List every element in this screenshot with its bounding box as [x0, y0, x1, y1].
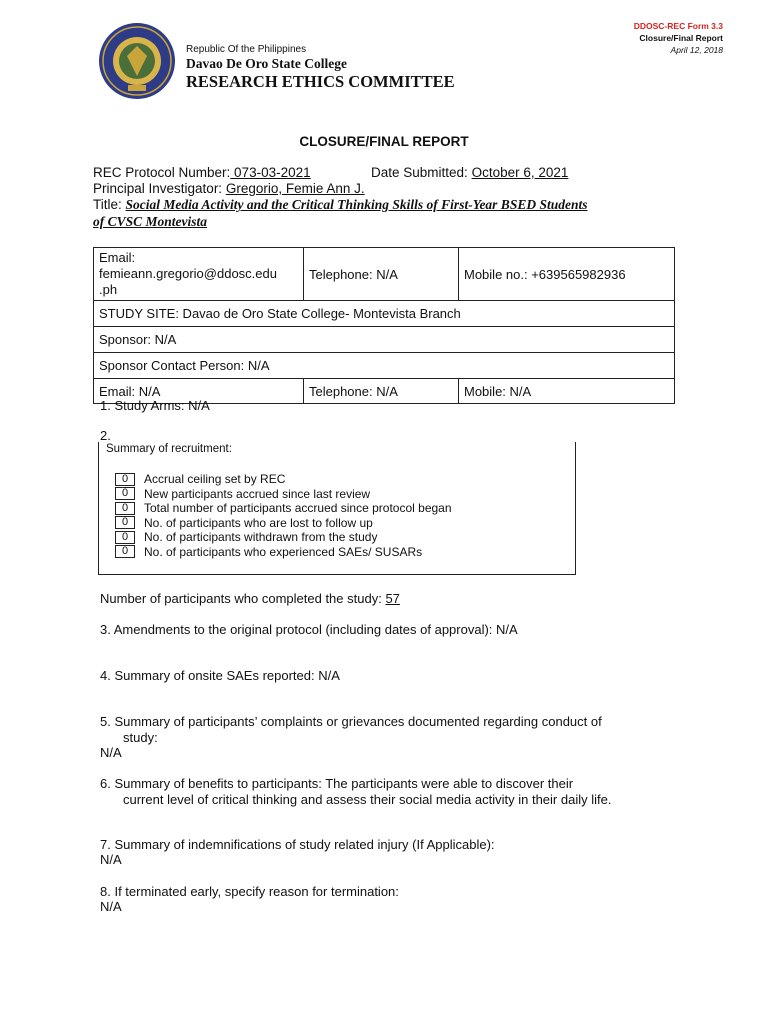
sponsor-contact-cell: Sponsor Contact Person: N/A: [94, 353, 675, 379]
date-submitted-label: Date Submitted:: [371, 165, 468, 180]
recruitment-label: No. of participants who experienced SAEs/ SUSARs: [144, 544, 423, 559]
document-title: CLOSURE/FINAL REPORT: [299, 134, 469, 149]
date-submitted-line: [371, 165, 568, 180]
mobile-cell: Mobile no.: +639565982936: [459, 248, 675, 301]
recruitment-caption: Summary of recruitment:: [106, 443, 232, 455]
section-5-line1: 5. Summary of participants’ complaints or grievances documented regarding conduct of: [100, 714, 602, 729]
recruitment-value: 0: [115, 545, 135, 558]
study-site-cell: STUDY SITE: Davao de Oro State College- Montevista Branch: [94, 301, 675, 327]
list-item: [115, 516, 452, 531]
header-republic: Republic Of the Philippines: [186, 44, 307, 55]
table-row: [94, 301, 675, 327]
sponsor-mobile-cell: Mobile: N/A: [459, 379, 675, 404]
item-2-number: 2.: [100, 428, 111, 443]
study-arms-item: 1. Study Arms: N/A: [100, 398, 210, 413]
recruitment-value: 0: [115, 502, 135, 515]
email-value-line2: .ph: [99, 282, 118, 297]
completed-value: 57: [385, 591, 400, 606]
completed-line: [100, 591, 400, 606]
section-5-answer: N/A: [100, 745, 122, 760]
list-item: [115, 487, 452, 502]
form-date: April 12, 2018: [670, 45, 723, 55]
recruitment-value: 0: [115, 487, 135, 500]
section-6-line2: current level of critical thinking and assess their social media activity in their daily life.: [123, 792, 612, 807]
title-line-2: [93, 214, 207, 230]
investigator-label: Principal Investigator:: [93, 181, 223, 196]
email-label: Email:: [99, 250, 136, 265]
recruitment-label: No. of participants withdrawn from the study: [144, 530, 378, 545]
list-item: [115, 530, 452, 545]
recruitment-value: 0: [115, 516, 135, 529]
title-value-line2: of CVSC Montevista: [93, 214, 208, 229]
table-row: [94, 248, 675, 301]
section-3: 3. Amendments to the original protocol (including dates of approval): N/A: [100, 622, 518, 637]
section-8-answer: N/A: [100, 899, 122, 914]
section-5-line2: study:: [123, 730, 158, 745]
form-code-block: [634, 20, 723, 56]
recruitment-label: Accrual ceiling set by REC: [144, 472, 286, 487]
sponsor-telephone-cell: Telephone: N/A: [304, 379, 459, 404]
form-code: DDOSC-REC Form 3.3: [633, 21, 723, 31]
protocol-label: REC Protocol Number:: [93, 165, 231, 180]
email-value-line1: femieann.gregorio@ddosc.edu: [99, 266, 277, 281]
section-6-line1: 6. Summary of benefits to participants: The participants were able to discover their: [100, 776, 574, 791]
protocol-line: [93, 165, 311, 180]
section-7-answer: N/A: [100, 852, 122, 867]
list-item: [115, 472, 452, 487]
recruitment-value: 0: [115, 531, 135, 544]
recruitment-list: [115, 472, 452, 559]
investigator-line: [93, 181, 365, 196]
recruitment-label: Total number of participants accrued since protocol began: [144, 501, 452, 516]
title-label: Title:: [93, 197, 122, 212]
section-7: 7. Summary of indemnifications of study related injury (If Applicable):: [100, 837, 495, 852]
header-college-name: Davao De Oro State College: [186, 56, 347, 71]
college-seal-logo: [98, 22, 176, 100]
section-4: 4. Summary of onsite SAEs reported: N/A: [100, 668, 340, 683]
sponsor-email-cell: Email: N/A: [94, 379, 304, 404]
recruitment-label: New participants accrued since last review: [144, 486, 371, 501]
recruitment-summary-box: [98, 442, 576, 575]
header-committee-name: RESEARCH ETHICS COMMITTEE: [186, 72, 455, 91]
investigator-value: Gregorio, Femie Ann J.: [225, 181, 365, 196]
table-row: [94, 353, 675, 379]
telephone-cell: Telephone: N/A: [304, 248, 459, 301]
table-row: [94, 327, 675, 353]
date-submitted-value: October 6, 2021: [471, 165, 569, 180]
completed-label: Number of participants who completed the study:: [100, 591, 386, 606]
list-item: [115, 501, 452, 516]
title-line-1: [93, 197, 587, 213]
recruitment-value: 0: [115, 473, 135, 486]
recruitment-label: No. of participants who are lost to follow up: [144, 515, 373, 530]
sponsor-cell: Sponsor: N/A: [94, 327, 675, 353]
form-name: Closure/Final Report: [639, 33, 723, 43]
protocol-number: 073-03-2021: [230, 165, 311, 180]
contact-info-table: [93, 247, 675, 404]
title-value-line1: Social Media Activity and the Critical Thinking Skills of First-Year BSED Students: [125, 197, 588, 212]
list-item: [115, 545, 452, 560]
section-8: 8. If terminated early, specify reason for termination:: [100, 884, 399, 899]
email-cell: [94, 248, 304, 301]
